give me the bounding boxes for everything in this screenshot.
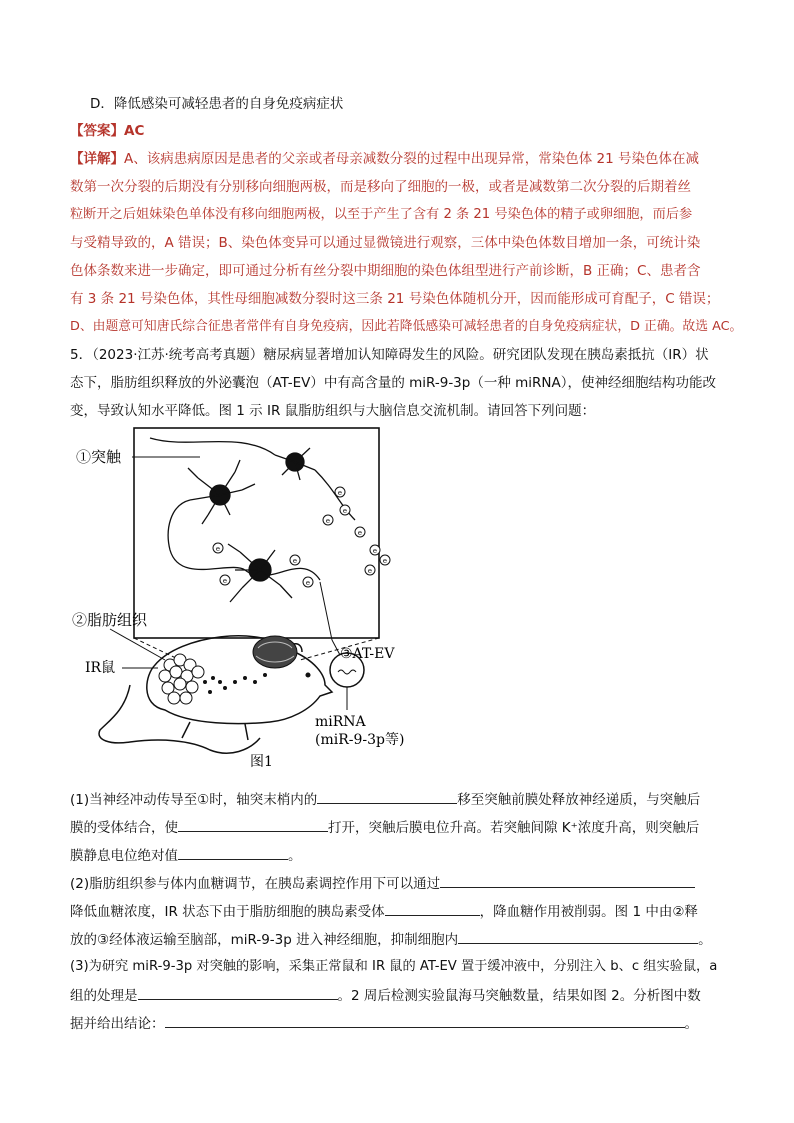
detail-line-6: 有 3 条 21 号染色体，其性母细胞减数分裂时这三条 21 号染色体随机分开，因而能形成可育配子，C 错误； bbox=[70, 291, 720, 307]
detail-line-7: D、由题意可知唐氏综合征患者常伴有自身免疫病，因此若降低感染可减轻患者的自身免疫病症状，D 正确。故选 AC。 bbox=[70, 319, 743, 334]
detail-line-5: 色体条数来进一步确定，即可通过分析有丝分裂中期细胞的染色体组型进行产前诊断，B 正确；C、患者含 bbox=[70, 263, 701, 279]
answer-blank-3[interactable] bbox=[178, 845, 288, 860]
vesicle-group bbox=[213, 487, 390, 587]
sub3-text-a: 组的处理是 bbox=[70, 988, 138, 1004]
label-synapse: ①突触 bbox=[76, 448, 122, 466]
answer-line bbox=[70, 121, 144, 141]
answer-value: AC bbox=[124, 123, 145, 139]
sub1-text-b: 移至突触前膜处释放神经递质，与突触后 bbox=[457, 792, 701, 808]
brain-panel bbox=[134, 428, 379, 638]
vesicle-label: e bbox=[342, 507, 348, 515]
vesicle-labels bbox=[216, 489, 387, 587]
sub3-line-3 bbox=[70, 1013, 698, 1034]
answer-tag: 【答案】 bbox=[70, 123, 124, 139]
detail-line-4: 与受精导致的，A 错误；B、染色体变异可以通过显微镜进行观察，三体中染色体数目增加一条，可统计染 bbox=[70, 235, 701, 251]
q5-line-2: 态下，脂肪组织释放的外泌囊泡（AT-EV）中有高含量的 miR-9-3p（一种 miRNA），使神经细胞结构功能改 bbox=[70, 375, 717, 391]
sub3-text-b: 。2 周后检测实验鼠海马突触数量，结果如图 2。分析图中数 bbox=[337, 988, 701, 1004]
sub2-text-a: (2)脂肪组织参与体内血糖调节，在胰岛素调控作用下可以通过 bbox=[70, 876, 441, 892]
answer-blank-6[interactable] bbox=[458, 929, 698, 944]
q5-line-1: 5．（2023·江苏·统考高考真题）糖尿病显著增加认知障碍发生的风险。研究团队发现在胰岛素抵抗（IR）状 bbox=[70, 347, 709, 363]
sub3-text-c: 据并给出结论： bbox=[70, 1016, 165, 1032]
sub2-line-2 bbox=[70, 901, 698, 922]
option-d: D．降低感染可减轻患者的自身免疫病症状 bbox=[90, 96, 344, 112]
vesicle-label: e bbox=[357, 529, 363, 537]
sub3-text-d: 。 bbox=[684, 1016, 698, 1032]
sub1-line-2 bbox=[70, 817, 699, 838]
vesicle-label: e bbox=[372, 547, 378, 555]
sub2-text-b: 降低血糖浓度，IR 状态下由于脂肪细胞的胰岛素受体 bbox=[70, 904, 385, 920]
detail-tag: 【详解】 bbox=[70, 151, 124, 167]
figure-1 bbox=[70, 420, 430, 780]
label-mir: (miR-9-3p等) bbox=[315, 732, 405, 748]
sub2-line-3 bbox=[70, 929, 712, 950]
vesicle-label: e bbox=[305, 579, 311, 587]
vesicle-label: e bbox=[337, 489, 343, 497]
label-mouse: IR鼠 bbox=[85, 660, 116, 676]
organ-icon bbox=[253, 636, 297, 668]
vesicle-label: e bbox=[222, 577, 228, 585]
detail-line-1 bbox=[70, 149, 699, 169]
vesicle-label: e bbox=[292, 557, 298, 565]
sub1-text-e: 膜静息电位绝对值 bbox=[70, 848, 178, 864]
sub3-line-2 bbox=[70, 985, 701, 1006]
vesicle-label: e bbox=[367, 567, 373, 575]
sub1-line-3 bbox=[70, 845, 302, 866]
sub2-text-d: 放的③经体液运输至脑部，miR-9-3p 进入神经细胞，抑制细胞内 bbox=[70, 932, 459, 948]
sub3-line-1: (3)为研究 miR-9-3p 对突触的影响，采集正常鼠和 IR 鼠的 AT-EV 置于缓冲液中，分别注入 b、c 组实验鼠，a bbox=[70, 959, 718, 974]
sub1-text-c: 膜的受体结合，使 bbox=[70, 820, 178, 836]
neuron-icon bbox=[228, 544, 292, 602]
sub2-text-c: ，降血糖作用被削弱。图 1 中由②释 bbox=[479, 904, 698, 920]
vesicle-label: e bbox=[215, 545, 221, 553]
answer-blank-2[interactable] bbox=[178, 817, 328, 832]
sub2-text-e: 。 bbox=[698, 932, 712, 948]
vesicle-dots bbox=[203, 673, 267, 694]
sub1-line-1 bbox=[70, 789, 700, 810]
vesicle-label: e bbox=[325, 517, 331, 525]
label-atev: ③AT-EV bbox=[340, 646, 395, 662]
label-mirna: miRNA bbox=[315, 714, 366, 730]
sub1-text-f: 。 bbox=[288, 848, 302, 864]
sub2-line-1 bbox=[70, 873, 695, 894]
vesicle-label: e bbox=[382, 557, 388, 565]
detail-text: A、该病患病原因是患者的父亲或者母亲减数分裂的过程中出现异常，常染色体 21 号染色体在减 bbox=[124, 151, 699, 167]
figure-caption: 图1 bbox=[250, 754, 273, 770]
fat-tissue-icon bbox=[159, 654, 204, 704]
sub1-text-a: (1)当神经冲动传导至①时，轴突末梢内的 bbox=[70, 792, 318, 808]
answer-blank-1[interactable] bbox=[317, 789, 457, 804]
neuron-icon bbox=[150, 438, 355, 520]
answer-blank-5[interactable] bbox=[385, 901, 480, 916]
answer-blank-8[interactable] bbox=[165, 1013, 685, 1028]
detail-line-2: 数第一次分裂的后期没有分别移向细胞两极，而是移向了细胞的一极，或者是减数第二次分裂的后期着丝 bbox=[70, 179, 691, 195]
answer-blank-4[interactable] bbox=[440, 873, 695, 888]
q5-line-3: 变，导致认知水平降低。图 1 示 IR 鼠脂肪组织与大脑信息交流机制。请回答下列问题： bbox=[70, 403, 596, 419]
detail-line-3: 粒断开之后姐妹染色单体没有移向细胞两极，以至于产生了含有 2 条 21 号染色体的精子或卵细胞，而后参 bbox=[70, 207, 693, 222]
label-fat: ②脂肪组织 bbox=[72, 611, 148, 629]
answer-blank-7[interactable] bbox=[138, 985, 338, 1000]
sub1-text-d: 打开，突触后膜电位升高。若突触间隙 K⁺浓度升高，则突触后 bbox=[328, 820, 700, 836]
